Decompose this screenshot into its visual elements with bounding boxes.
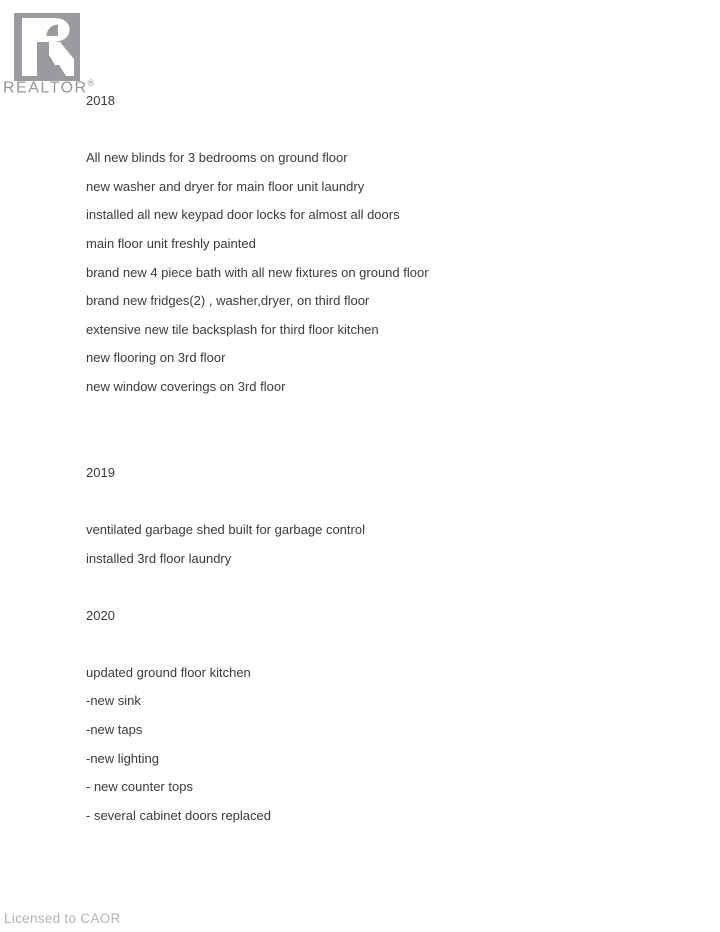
- renovation-item: updated ground floor kitchen: [86, 664, 251, 680]
- year-heading: 2018: [86, 93, 115, 108]
- renovation-item: installed all new keypad door locks for almost all doors: [86, 207, 400, 223]
- realtor-wordmark: [3, 78, 94, 97]
- realtor-logo: [14, 13, 80, 86]
- renovation-item: All new blinds for 3 bedrooms on ground floor: [86, 150, 348, 166]
- renovation-item: -new lighting: [86, 750, 159, 766]
- section-2018: [86, 87, 429, 402]
- renovation-item: installed 3rd floor laundry: [86, 550, 232, 566]
- renovation-item: ventilated garbage shed built for garbage control: [86, 521, 365, 537]
- renovation-item: brand new 4 piece bath with all new fixtures on ground floor: [86, 264, 429, 280]
- renovation-item: -new sink: [86, 693, 141, 709]
- year-heading: 2020: [86, 607, 115, 623]
- section-2019: [86, 459, 429, 573]
- renovations-document: [86, 87, 429, 830]
- realtor-wordmark-text: REALTOR: [3, 79, 88, 97]
- renovation-item: new washer and dryer for main floor unit laundry: [86, 178, 365, 194]
- year-heading: 2019: [86, 464, 115, 480]
- renovation-item: new window coverings on 3rd floor: [86, 378, 286, 394]
- renovation-item: new flooring on 3rd floor: [86, 350, 226, 366]
- renovation-item: extensive new tile backsplash for third floor kitchen: [86, 321, 379, 337]
- renovation-item: main floor unit freshly painted: [86, 235, 256, 251]
- renovation-item: -new taps: [86, 722, 143, 738]
- renovation-item: - new counter tops: [86, 779, 193, 795]
- registered-trademark-symbol: ®: [87, 78, 95, 88]
- section-2020: [86, 602, 429, 831]
- renovation-item: brand new fridges(2) , washer,dryer, on third floor: [86, 293, 370, 309]
- realtor-r-icon: [14, 13, 80, 81]
- license-text: Licensed to CAOR: [4, 911, 121, 926]
- renovation-item: - several cabinet doors replaced: [86, 807, 271, 823]
